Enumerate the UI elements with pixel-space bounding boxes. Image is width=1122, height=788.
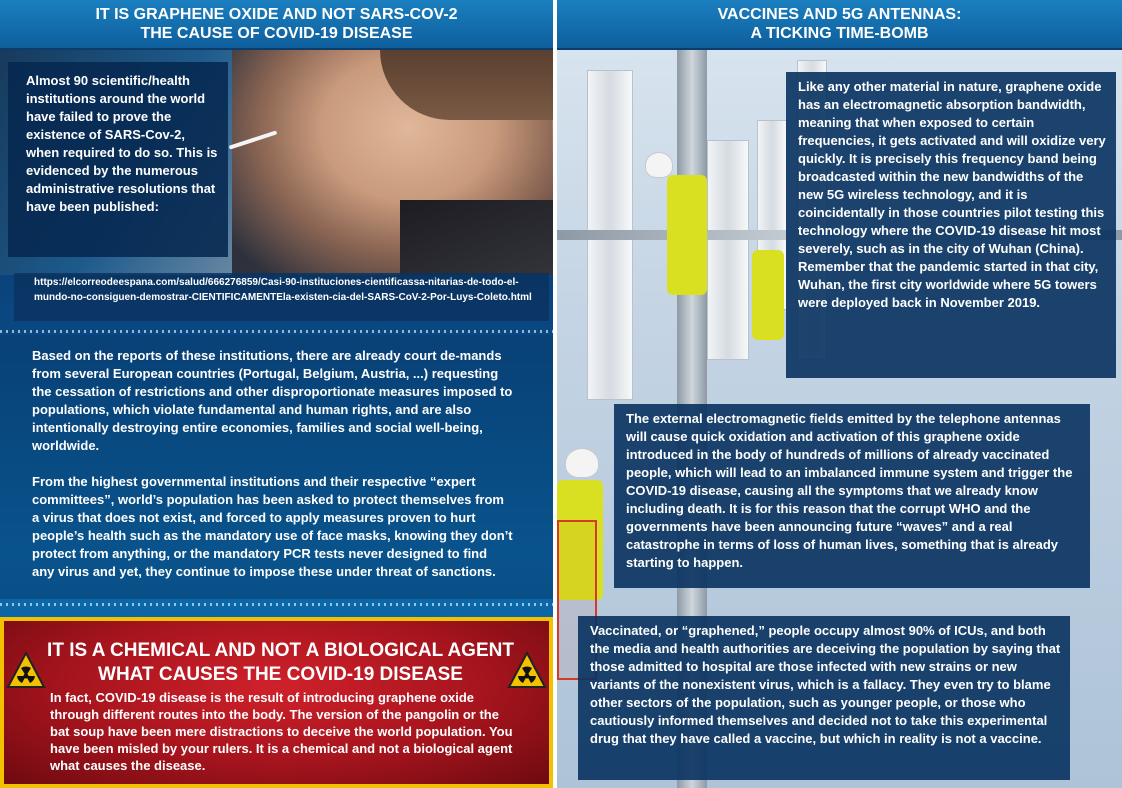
source-url[interactable]: https://elcorreodeespana.com/salud/666276859/Casi-90-instituciones-cientificassa-nitarias-de-todo-el-mundo-no-consiguen-demostrar-CIENTIFICAMENTEla-existen-cia-del-SARS-CoV-2-Por-Luys-Coleto.html — [14, 273, 549, 321]
absorption-text-box: Like any other material in nature, graphene oxide has an electromagnetic absorption bandwidth, meaning that when exposed to certain frequencies, it gets activated and will oxidize very quickly. It is precisely this frequency band being broadcasted within the new bandwidths of the new 5G wireless technology, and it is coincidentally in those countries pilot testing this technology where the COVID-19 disease hit most severely, such as in the city of Wuhan (China). Remember that the pandemic started in that city, Wuhan, the first city worldwide where 5G towers were deployed back in November 2019. — [786, 72, 1116, 378]
left-poster-panel — [0, 0, 553, 788]
helmet-shape — [645, 152, 673, 178]
left-header-title: IT IS GRAPHENE OXIDE AND NOT SARS-COV-2 THE CAUSE OF COVID-19 DISEASE — [0, 0, 553, 50]
radiation-hazard-icon — [507, 651, 547, 689]
technician-figure — [667, 175, 707, 295]
dotted-divider — [0, 330, 553, 333]
body-paragraph-2: From the highest governmental institutions and their respective “expert committees”, world’s population has been asked to protect themselves from a virus that does not exist, and forced to apply measures proven to hurt people’s health such as the mandatory use of face masks, knowing they don’t protect from anything, or the mandatory PCR tests never designed to find any virus and yet, they continue to impose these under threat of sanctions. — [32, 474, 513, 579]
chemical-agent-text: In fact, COVID-19 disease is the result of introducing graphene oxide through different routes into the body. The version of the pangolin or the bat soup have been mere distractions to deceive the world population. You have been misled by your rulers. It is a chemical and not a biological agent what causes the disease. — [50, 690, 513, 773]
right-header-title: VACCINES AND 5G ANTENNAS: A TICKING TIME-BOMB — [557, 0, 1122, 50]
body-text-box — [0, 335, 553, 599]
electromagnetic-fields-text-box: The external electromagnetic fields emitted by the telephone antennas will cause quick oxidation and activation of this graphene oxide introduced in the body of hundreds of millions of already vaccinated people, which will lead to an imbalanced immune system and trigger the COVID-19 disease, causing all the symptoms that we already know including death. It is for this reason that the corrupt WHO and the governments have been announcing future “waves” and a real catastrophe in terms of loss of human lives, something that is already starting to happen. — [614, 404, 1090, 588]
chemical-agent-box — [0, 617, 553, 788]
technician-figure — [752, 250, 784, 340]
helmet-shape — [565, 448, 599, 478]
antenna-panel — [707, 140, 749, 360]
shirt-shape — [400, 200, 553, 275]
body-paragraph-1: Based on the reports of these institutions, there are already court de-mands from several European countries (Portugal, Belgium, Austria, ...) requesting the cessation of restrictions and other disproportionate measures imposed to populations, which violate fundamental and human rights, and are also intentionally destroying entire economies, families and social well-being, worldwide. — [32, 348, 513, 453]
dotted-divider-lower — [0, 603, 553, 606]
intro-text-box: Almost 90 scientific/health institutions around the world have failed to prove the existence of SARS-Cov-2, when required to do so. This is evidenced by the numerous administrative resolutions that have been published: — [8, 62, 228, 257]
chemical-agent-title: IT IS A CHEMICAL AND NOT A BIOLOGICAL AGENT WHAT CAUSES THE COVID-19 DISEASE — [47, 640, 514, 685]
icu-text-box: Vaccinated, or “graphened,” people occupy almost 90% of ICUs, and both the media and health authorities are deceiving the population by saying that those admitted to hospital are those infected with new strains or new variants of the nonexistent virus, which is a fallacy. They even try to blame other sectors of the population, such as younger people, or those who cautiously informed themselves and decided not to take this experimental drug that they have called a vaccine, but which in reality is not a vaccine. — [578, 616, 1070, 780]
